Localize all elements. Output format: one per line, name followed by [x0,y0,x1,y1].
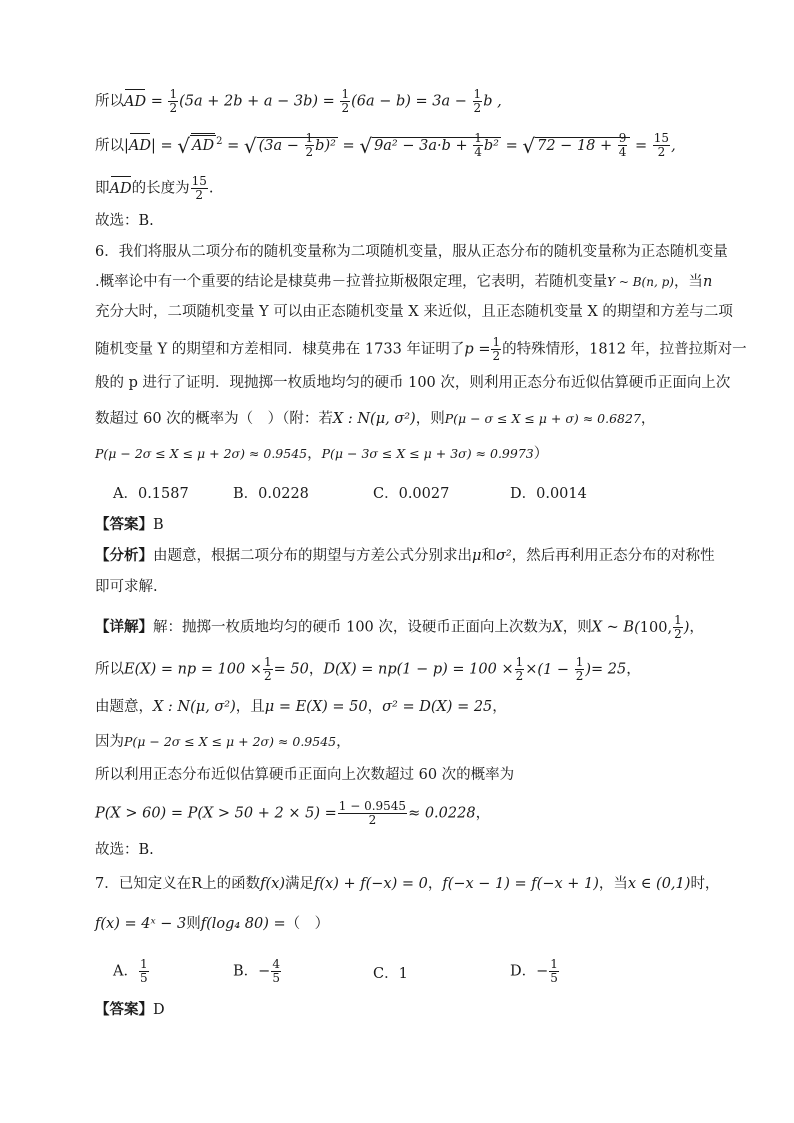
fraction-half: $\frac{1}{2}$ [169,87,178,115]
answer-7: 【答案】D [95,1002,165,1018]
q6-line-4: 随机变量 Y 的期望和方差相同．棣莫弗在 1733 年证明了p = $\frac{1}{2}$ 的特殊情形，1812 年，拉普拉斯对一 [95,335,747,363]
detail-6-line-1: 【详解】解：抛掷一枚质地均匀的硬币 100 次，设硬币正面向上次数为X，则X ~ B(100, $\frac{1}{2}$ )， [95,613,704,641]
detail-6-line-2: 所以E(X) = np = 100 × $\frac{1}{2}$ = 50，D(X) = np(1 − p) = 100 × $\frac{1}{2}$ ×(1 − $\frac{1}{2}$ )= 25， [95,655,641,683]
choose-b-1: 故选：B. [95,213,154,229]
detail-tag: 【详解】 [95,619,153,636]
q6-option-c: C．0.0027 [373,486,450,502]
analysis-tag: 【分析】 [95,548,153,564]
answer-6: 【答案】B [95,517,164,533]
q6-line-3: 充分大时，二项随机变量 Y 可以由正态随机变量 X 来近似，且正态随机变量 X 的期望和方差与二项 [95,304,733,320]
q7-option-b: B．− $\frac{4}{5}$ [233,957,280,985]
q7-line-1: 7．已知定义在R上的函数f(x)满足f(x) + f(−x) = 0，f(−x − 1) = f(−x + 1)，当x ∈ (0,1)时， [95,876,720,892]
choose-b-2: 故选：B. [95,842,154,858]
sqrt-expression-1: (3a − $\frac{1}{2}$ b)² [258,131,336,160]
analysis-6-line-1: 【分析】由题意，根据二项分布的期望与方差公式分别求出μ和σ²，然后再利用正态分布的对称性 [95,548,715,564]
sqrt-ad-squared: AD [190,135,216,156]
detail-6-line-5: 所以利用正态分布近似估算硬币正面向上次数超过 60 次的概率为 [95,767,515,783]
q6-line-1: 6．我们将服从二项分布的随机变量称为二项随机变量，服从正态分布的随机变量称为正态随机变量 [95,244,728,260]
vector-ad-expression: 所以AD = $\frac{1}{2}$ (5a + 2b + a − 3b) = $\frac{1}{2}$ (6a − b) = 3a − $\frac{1}{2}$ b , [95,87,502,115]
q7-option-d: D．− $\frac{1}{5}$ [510,957,558,985]
vector-ad-magnitude: 所以|AD| = √ AD $^2$ = √ (3a − $\frac{1}{2}$ b)² = √ 9a² − 3a·b + $\frac{1}{4}$ b² = √ 72 − 18 + $\frac{9}{4}$ = $\frac{15}{2}$ , [95,131,676,160]
fraction-fifteen-half: $\frac{15}{2}$ [191,174,207,202]
answer-tag: 【答案】 [95,1002,153,1018]
fraction-ratio: $\frac{1 - 0.9545}{2}$ [338,799,407,827]
detail-6-line-3: 由题意，X : N(μ, σ²)，且μ = E(X) = 50，σ² = D(X) = 25， [95,699,507,715]
text-suoyi: 所以 [95,137,124,154]
q6-line-7: P(μ − 2σ ≤ X ≤ μ + 2σ) ≈ 0.9545，P(μ − 3σ ≤ X ≤ μ + 3σ) ≈ 0.9973） [95,446,549,462]
q7-option-c: C．1 [373,966,408,982]
text-suoyi: 所以 [95,93,124,110]
ad-length-line: 即AD的长度为 $\frac{15}{2}$ . [95,174,214,202]
fraction-half: $\frac{1}{2}$ [341,87,350,115]
analysis-6-line-2: 即可求解. [95,579,158,595]
fraction-half: $\frac{1}{2}$ [473,87,482,115]
sqrt-expression-2: 9a² − 3a·b + $\frac{1}{4}$ b² [374,131,499,160]
detail-6-line-4: 因为P(μ − 2σ ≤ X ≤ μ + 2σ) ≈ 0.9545， [95,734,351,750]
vector-ad: AD [109,180,132,197]
answer-tag: 【答案】 [95,517,153,533]
q7-option-a: A． $\frac{1}{5}$ [113,957,148,985]
q6-option-a: A．0.1587 [113,486,189,502]
q7-line-2: f(x) = 4ˣ − 3则f(log₄ 80) =（ ） [95,916,330,932]
q6-line-5: 般的 p 进行了证明．现抛掷一枚质地均匀的硬币 100 次，则利用正态分布近似估算硬币正面向上次 [95,375,731,391]
q6-line-2: .概率论中有一个重要的结论是棣莫弗－拉普拉斯极限定理，它表明，若随机变量Y ~ B(n, p)，当n [95,274,713,290]
q6-option-d: D．0.0014 [510,486,587,502]
fraction-p-half: $\frac{1}{2}$ [492,335,501,363]
sqrt-expression-3: 72 − 18 + $\frac{9}{4}$ [535,137,630,154]
q6-option-b: B．0.0228 [233,486,309,502]
vector-ad: AD [124,93,147,110]
q6-line-6: 数超过 60 次的概率为（ ）（附：若X : N(μ, σ²)，则P(μ − σ ≤ X ≤ μ + σ) ≈ 0.6827， [95,411,656,427]
detail-6-line-6: P(X > 60) = P(X > 50 + 2 × 5) = $\frac{1 - 0.9545}{2}$ ≈ 0.0228， [95,799,491,827]
